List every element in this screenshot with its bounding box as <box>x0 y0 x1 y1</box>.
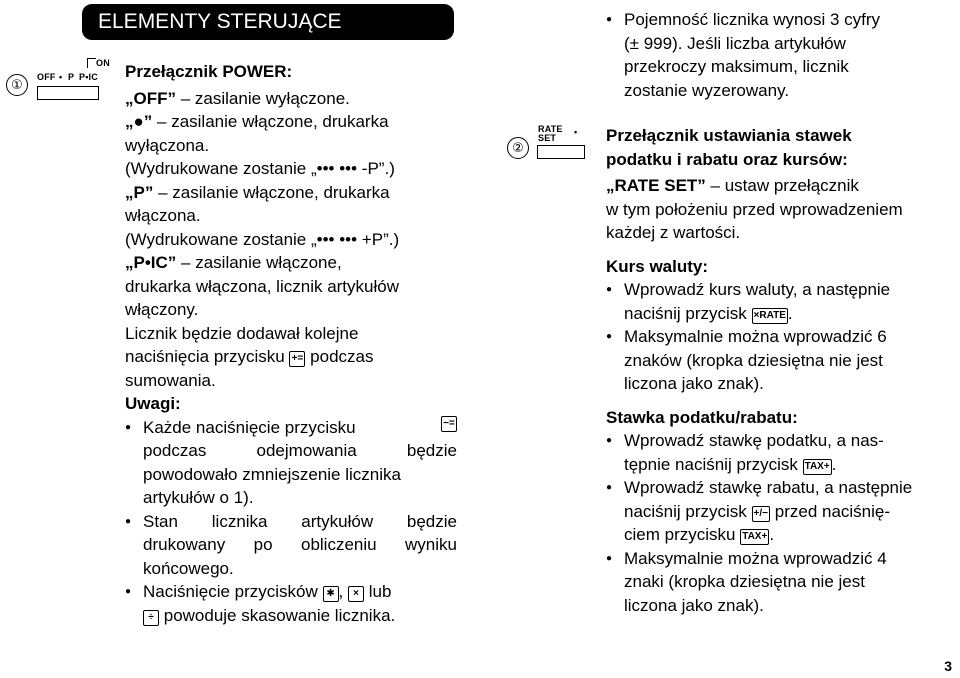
switch-pos-pic: P•IC <box>79 72 98 82</box>
counter-line-1: Licznik będzie dodawał kolejne <box>125 323 359 343</box>
tax-note-3: ● Maksymalnie można wprowadzić 4 <box>606 547 956 571</box>
tax-title: Stawka podatku/rabatu: <box>606 407 798 427</box>
section-title: ELEMENTY STERUJĄCE <box>98 10 342 33</box>
counter-line-2: naciśnięcia przycisku += podczas <box>125 347 374 366</box>
power-title: Przełącznik POWER: <box>125 62 293 81</box>
tax-plus-key-icon-2: TAX+ <box>740 529 769 545</box>
rate-title-2: podatku i rabatu oraz kursów: <box>606 149 848 169</box>
switch-on-bracket <box>87 58 96 68</box>
minus-equals-key-icon: −= <box>441 416 457 432</box>
power-p-line: „P” – zasilanie włączone, drukarka <box>125 182 390 202</box>
notes-title: Uwagi: <box>125 394 181 413</box>
left-column: Przełącznik POWER: „OFF” – zasilanie wyłączone. „●” – zasilanie włączone, drukarka wyłączona. (Wydrukowane zostanie „••• ••• -P”.) „P” – zasilanie włączone, drukarka włączona. (Wydrukowane zostanie „••• ••• +P”.) „P•IC” – zasilanie włączone, drukarka włączona, licznik artykułów włączony. Licznik będzie dodawał kolejne naciśnięcia przycisku += podczas sumowania. Uwagi: ● Każde naciśnięcie przycisku −= podczas odejmowania będzie powodowało zmniejszenie licznika artykułów o 1). ● Stan licznika artykułów będzie drukowany po obliczeniu wyniku końcowego. ● Naciśnięcie przycisków ✱ , × lub ÷ powoduje skasowanie licznika. <box>125 60 457 627</box>
star-key-icon: ✱ <box>323 586 339 602</box>
rate-switch-dot: • <box>574 127 578 137</box>
section-header <box>82 4 454 40</box>
currency-note-1: ● Wprowadź kurs waluty, a następnie <box>606 278 956 302</box>
note-3: ● Naciśnięcie przycisków ✱ , × lub <box>125 580 457 604</box>
power-dot-print: (Wydrukowane zostanie „••• ••• -P”.) <box>125 159 395 178</box>
switch-pos-p: P <box>68 72 75 82</box>
currency-note-2: ● Maksymalnie można wprowadzić 6 <box>606 325 956 349</box>
power-dot-line: „●” – zasilanie włączone, drukarka <box>125 112 389 131</box>
rate-switch-label-rate: RATE <box>538 124 563 134</box>
note-1: ● Każde naciśnięcie przycisku −= <box>125 416 457 440</box>
rate-switch-label-set: SET <box>538 133 557 143</box>
rate-set-line: „RATE SET” – ustaw przełącznik <box>606 176 859 195</box>
page-number: 3 <box>944 658 952 674</box>
note-2: ● Stan licznika artykułów będzie <box>125 510 457 534</box>
rate-switch-slot <box>537 145 585 159</box>
divide-key-icon: ÷ <box>143 610 159 626</box>
power-pic-line: „P•IC” – zasilanie włączone, <box>125 253 342 272</box>
switch-on-label: ON <box>96 58 110 68</box>
switch-pos-dot: • <box>59 72 63 82</box>
power-switch-slot <box>37 86 99 100</box>
capacity-note: ● Pojemność licznika wynosi 3 cyfry <box>606 8 956 32</box>
times-key-icon: × <box>348 586 364 602</box>
tax-note-1: ● Wprowadź stawkę podatku, a nas- <box>606 429 956 453</box>
power-p-print: (Wydrukowane zostanie „••• ••• +P”.) <box>125 229 400 249</box>
plus-minus-key-icon: +/− <box>752 506 770 522</box>
tax-note-2: ● Wprowadź stawkę rabatu, a następnie <box>606 476 956 500</box>
switch-pos-off: OFF <box>37 72 56 82</box>
right-column: ● Pojemność licznika wynosi 3 cyfry (± 999). Jeśli liczba artykułów przekroczy maksimum, licznik zostanie wyzerowany. Przełącznik ustawiania stawek podatku i rabatu oraz kursów: „RATE SET” – ustaw przełącznik w tym położeniu przed wprowadzeniem każdej z wartości. Kurs waluty: ● Wprowadź kurs waluty, a następnie naciśnij przycisk ×RATE . ● Maksymalnie można wprowadzić 6 znaków (kropka dziesiętna nie jest liczona jako znak). Stawka podatku/rabatu: ● Wprowadź stawkę podatku, a nas- tępnie naciśnij przycisk TAX+ . ● Wprowadź stawkę rabatu, a następnie naciśnij przycisk +/− przed naciśnię- ciem przycisku TAX+ . ● Maksymalnie można wprowadzić 4 znaki (kropka dziesiętna nie jest liczona jako znak). <box>606 8 956 617</box>
marker-two: ② <box>507 137 529 159</box>
currency-title: Kurs waluty: <box>606 256 709 276</box>
marker-one: ① <box>6 74 28 96</box>
power-off-line: „OFF” – zasilanie wyłączone. <box>125 88 350 108</box>
times-rate-key-icon: ×RATE <box>752 308 788 324</box>
rate-title-1: Przełącznik ustawiania stawek <box>606 126 852 145</box>
tax-plus-key-icon: TAX+ <box>803 459 832 475</box>
plus-equals-key-icon: += <box>289 351 305 367</box>
